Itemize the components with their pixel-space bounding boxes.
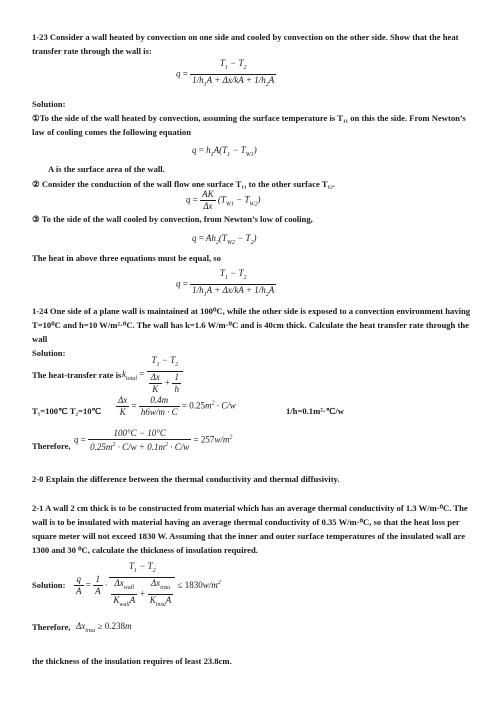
therefore-label-1-24: Therefore, bbox=[32, 441, 71, 451]
equation-thickness: $\Delta x_{insu} \ge 0.238m$ bbox=[76, 621, 132, 634]
equation-newton-cooled: $q = Ah_2(T_{W2} - T_2)$ bbox=[192, 233, 257, 246]
equation-insulation: $\frac{q}{A}$ = $\frac{1}{A}$ · $T_1 - T_2$ $\frac{\Delta x_{wall}}{K_{wall}A}$ + $\frac{\Delta x_{insu}}{K_{insu}A}$ ≤ $1830w/m^2$ bbox=[76, 561, 221, 608]
step-2-text: ② Consider the conduction of the wall flow one surface T₁₁ to the other surface T₁₂. bbox=[32, 179, 335, 189]
equation-conduction: q = $\frac{AK}{\Delta x}$ $(T_{W1} - T_{W2})$ bbox=[186, 189, 261, 211]
problem-1-23-solution-label: Solution: bbox=[32, 99, 66, 109]
convection-resistance-note: 1/h=0.1m²·℃/w bbox=[286, 406, 344, 416]
problem-2-0-title: 2-0 Explain the difference between the thermal conductivity and thermal diffusivity. bbox=[32, 474, 340, 484]
therefore-label-2-1: Therefore, bbox=[32, 622, 71, 632]
area-note: A is the surface area of the wall. bbox=[48, 164, 165, 174]
given-temperatures: T₁=100℃ T₂=10℃ bbox=[32, 406, 102, 416]
equation-newton-heated: $q = h_1A(T_1 - T_{W1})$ bbox=[192, 145, 257, 158]
problem-1-24-title: 1-24 One side of a plane wall is maintained at 100⁰C, while the other side is exposed to a convection environment having T=10⁰C and h=10 W/m²·⁰C. The wall has k=1.6 W/m·⁰C and is 40cm thick. Calculate the heat transfer rate through the wall bbox=[32, 306, 471, 344]
step-3-text: ③ To the side of the wall cooled by convection, from Newton’s low of cooling, bbox=[32, 214, 313, 224]
equation-rate-total: $k_{total}$ = $T_1 - T_2$ $\frac{\Delta x}{K}$ + $\frac{1}{h}$ bbox=[122, 355, 183, 395]
problem-1-24-solution-label: Solution: bbox=[32, 348, 66, 358]
problem-2-1-title: 2-1 A wall 2 cm thick is to be constructed from material which has an average thermal conductivity of 1.3 W/m·⁰C. The wall is to be insulated with material having an average thermal conductivity of 0.35 W/m·⁰C, so that the heat loss per square meter will not exceed 1830 W. Assuming that the inner and outer surface temperatures of the insulated wall are 1300 and 30 ⁰C, calculate the thickness of insulation required. bbox=[32, 503, 468, 555]
equation-q-numeric: q = $\frac{100^\circ C - 10^\circ C}{0.25m^2 \cdot C/w + 0.1m^2 \cdot C/w}$ = $257w/m^2$ bbox=[74, 428, 233, 452]
equation-q-result: q = $\frac{T_1 - T_2}{1/h_1A + \Delta x/kA + 1/h_2A}$ bbox=[176, 268, 275, 298]
step-1-text: ①To the side of the wall heated by convection, assuming the surface temperature is T₁₁ on this the side. From Newton’s law of cooling comes the following equation bbox=[32, 113, 466, 137]
problem-2-1-conclusion: the thickness of the insulation requires of least 23.8cm. bbox=[32, 656, 232, 666]
problem-1-23-title: 1-23 Consider a wall heated by convection on one side and cooled by convection on the other side. Show that the heat transfer rate through the wall is: bbox=[32, 32, 459, 56]
problem-2-1-solution-label: Solution: bbox=[32, 580, 66, 590]
equation-q-overall: q = $\frac{T_1 - T_2}{1/h_1A + \Delta x/kA + 1/h_2A}$ bbox=[176, 58, 275, 88]
equal-note: The heat in above three equations must be equal, so bbox=[32, 253, 221, 263]
equation-conduction-resistance: $\frac{\Delta x}{K}$ = $\frac{0.4m}{h6w/m \cdot C}$ = $0.25m^2 \cdot C/w$ bbox=[118, 395, 236, 417]
heat-transfer-rate-label: The heat-transfer rate is bbox=[32, 370, 122, 380]
